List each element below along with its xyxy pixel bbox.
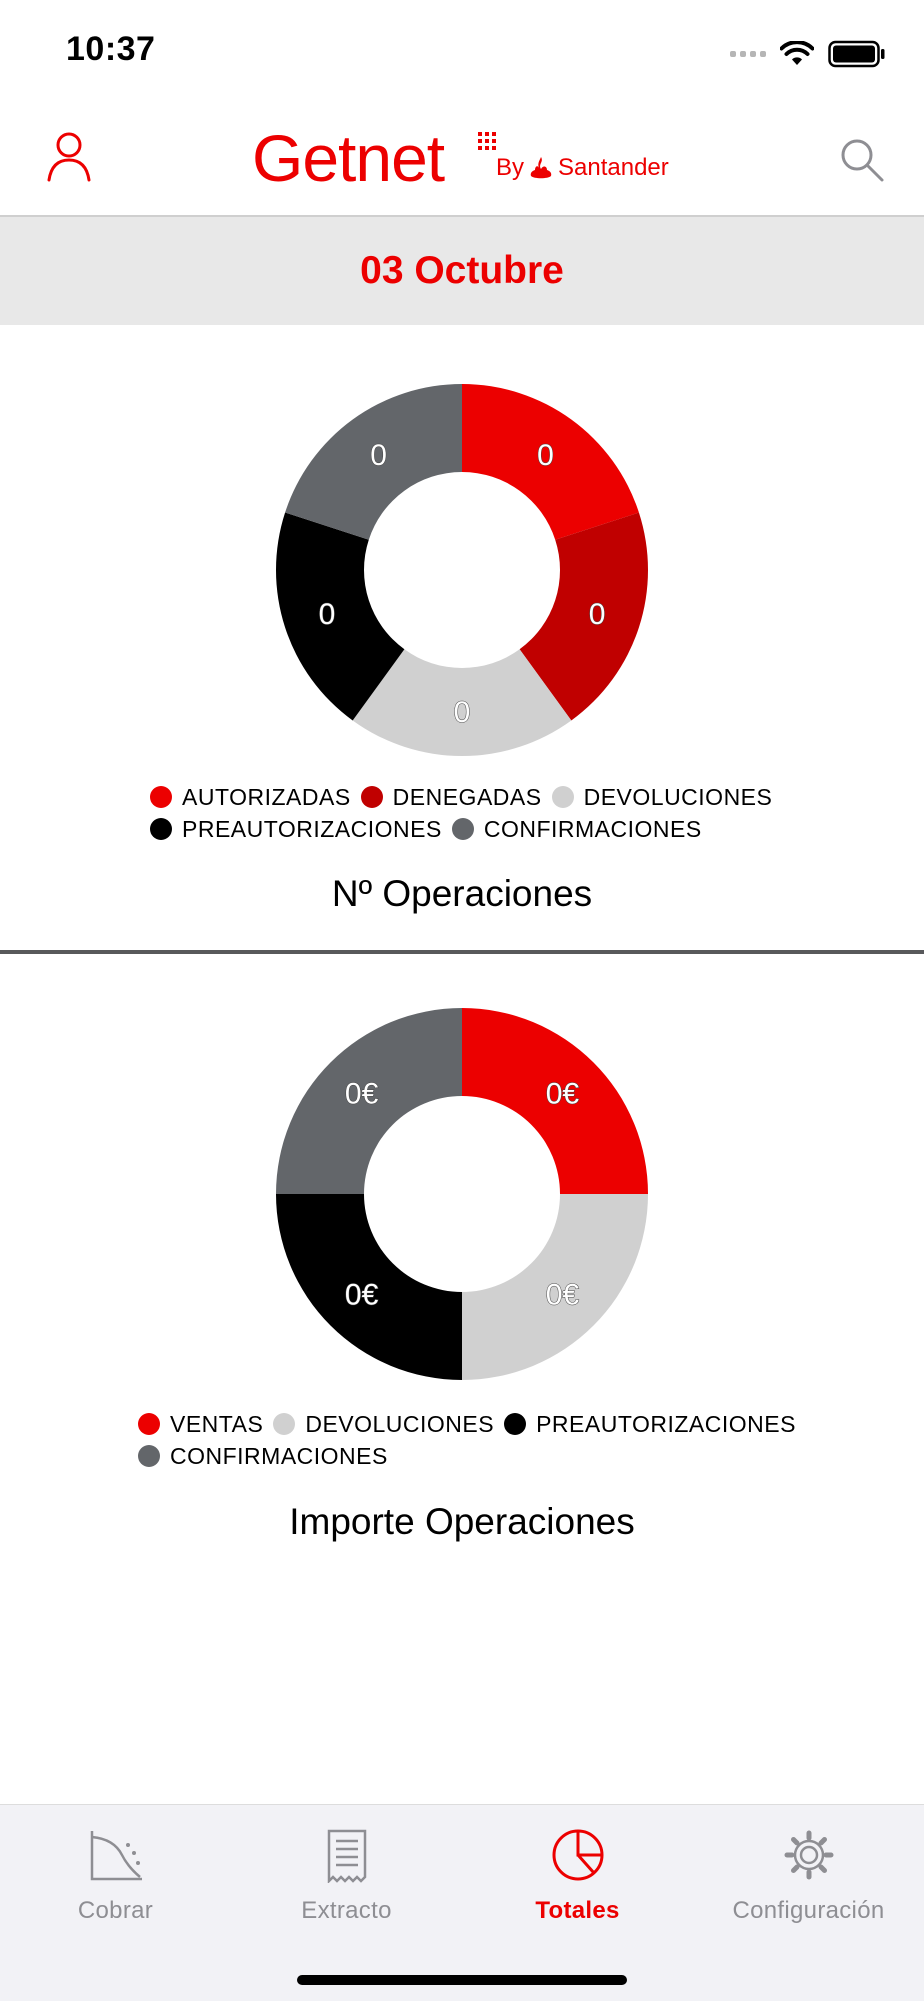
slice-value-label: 0€ xyxy=(545,1278,580,1312)
logo-word: Getnet xyxy=(252,121,445,195)
slice-value-label: 0€ xyxy=(344,1278,379,1312)
legend-item-ventas: VENTAS xyxy=(138,1408,263,1440)
operations-count-donut xyxy=(262,370,662,770)
legend-dot xyxy=(138,1445,160,1467)
legend-item-confirmaciones: CONFIRMACIONES xyxy=(138,1440,388,1472)
receipt-icon xyxy=(319,1827,375,1883)
gear-icon xyxy=(781,1827,837,1883)
tab-cobrar[interactable] xyxy=(0,1805,231,1935)
logo-by: By xyxy=(496,154,525,181)
signal-icon xyxy=(730,51,766,57)
logo-byline xyxy=(496,154,669,182)
legend-dot xyxy=(150,786,172,808)
date-selector[interactable] xyxy=(0,217,924,325)
legend-item-preautorizaciones: PREAUTORIZACIONES xyxy=(504,1408,796,1440)
legend-item-denegadas: DENEGADAS xyxy=(361,781,542,813)
search-icon[interactable] xyxy=(838,136,886,184)
slice-value-label: 0 xyxy=(318,597,336,631)
tab-totales[interactable] xyxy=(462,1805,693,1935)
slice-value-label: 0 xyxy=(588,597,606,631)
pie-chart-icon xyxy=(550,1827,606,1883)
legend-dot xyxy=(452,818,474,840)
operations-amount-chart xyxy=(0,954,924,1604)
logo-brand: Santander xyxy=(558,154,669,181)
slice-value-label: 0 xyxy=(453,696,471,729)
legend-row xyxy=(150,813,712,845)
tab-bar xyxy=(0,1804,924,2001)
battery-icon xyxy=(828,40,886,68)
wifi-icon xyxy=(780,41,814,67)
legend-row xyxy=(138,1440,398,1472)
slice-value-label: 0€ xyxy=(545,1077,580,1111)
tab-label: Cobrar xyxy=(77,1897,154,1924)
tab-label: Configuración xyxy=(732,1897,885,1924)
legend-dot xyxy=(138,1413,160,1435)
legend-dot xyxy=(361,786,383,808)
operations-amount-donut xyxy=(262,994,662,1394)
legend-item-preautorizaciones: PREAUTORIZACIONES xyxy=(150,813,442,845)
status-time: 10:37 xyxy=(66,30,156,68)
chart-title: Nº Operaciones xyxy=(331,873,593,914)
operations-count-chart xyxy=(0,325,924,954)
chart-title: Importe Operaciones xyxy=(289,1501,635,1542)
legend-dot xyxy=(552,786,574,808)
tab-configuracion[interactable] xyxy=(693,1805,924,1935)
app-header xyxy=(0,100,924,217)
legend-item-devoluciones: DEVOLUCIONES xyxy=(273,1408,494,1440)
getnet-logo xyxy=(252,122,692,194)
logo-dots-icon xyxy=(478,132,500,154)
tab-extracto[interactable] xyxy=(231,1805,462,1935)
slice-value-label: 0 xyxy=(370,439,387,473)
legend-item-autorizadas: AUTORIZADAS xyxy=(150,781,351,813)
legend-dot xyxy=(150,818,172,840)
tab-label: Totales xyxy=(535,1897,620,1924)
legend-item-confirmaciones: CONFIRMACIONES xyxy=(452,813,702,845)
tab-label: Extracto xyxy=(301,1897,392,1924)
cobrar-chart-icon xyxy=(88,1827,144,1883)
legend-item-devoluciones: DEVOLUCIONES xyxy=(552,781,773,813)
santander-flame-icon xyxy=(530,156,552,180)
user-icon[interactable] xyxy=(44,130,94,182)
legend-dot xyxy=(504,1413,526,1435)
legend-row xyxy=(150,781,782,813)
legend-dot xyxy=(273,1413,295,1435)
home-indicator xyxy=(297,1975,627,1985)
slice-value-label: 0€ xyxy=(344,1077,379,1111)
status-icons xyxy=(730,34,886,74)
date-label: 03 Octubre xyxy=(360,249,564,292)
status-bar xyxy=(0,0,924,100)
slice-value-label: 0 xyxy=(537,439,554,473)
legend-row xyxy=(138,1408,806,1440)
